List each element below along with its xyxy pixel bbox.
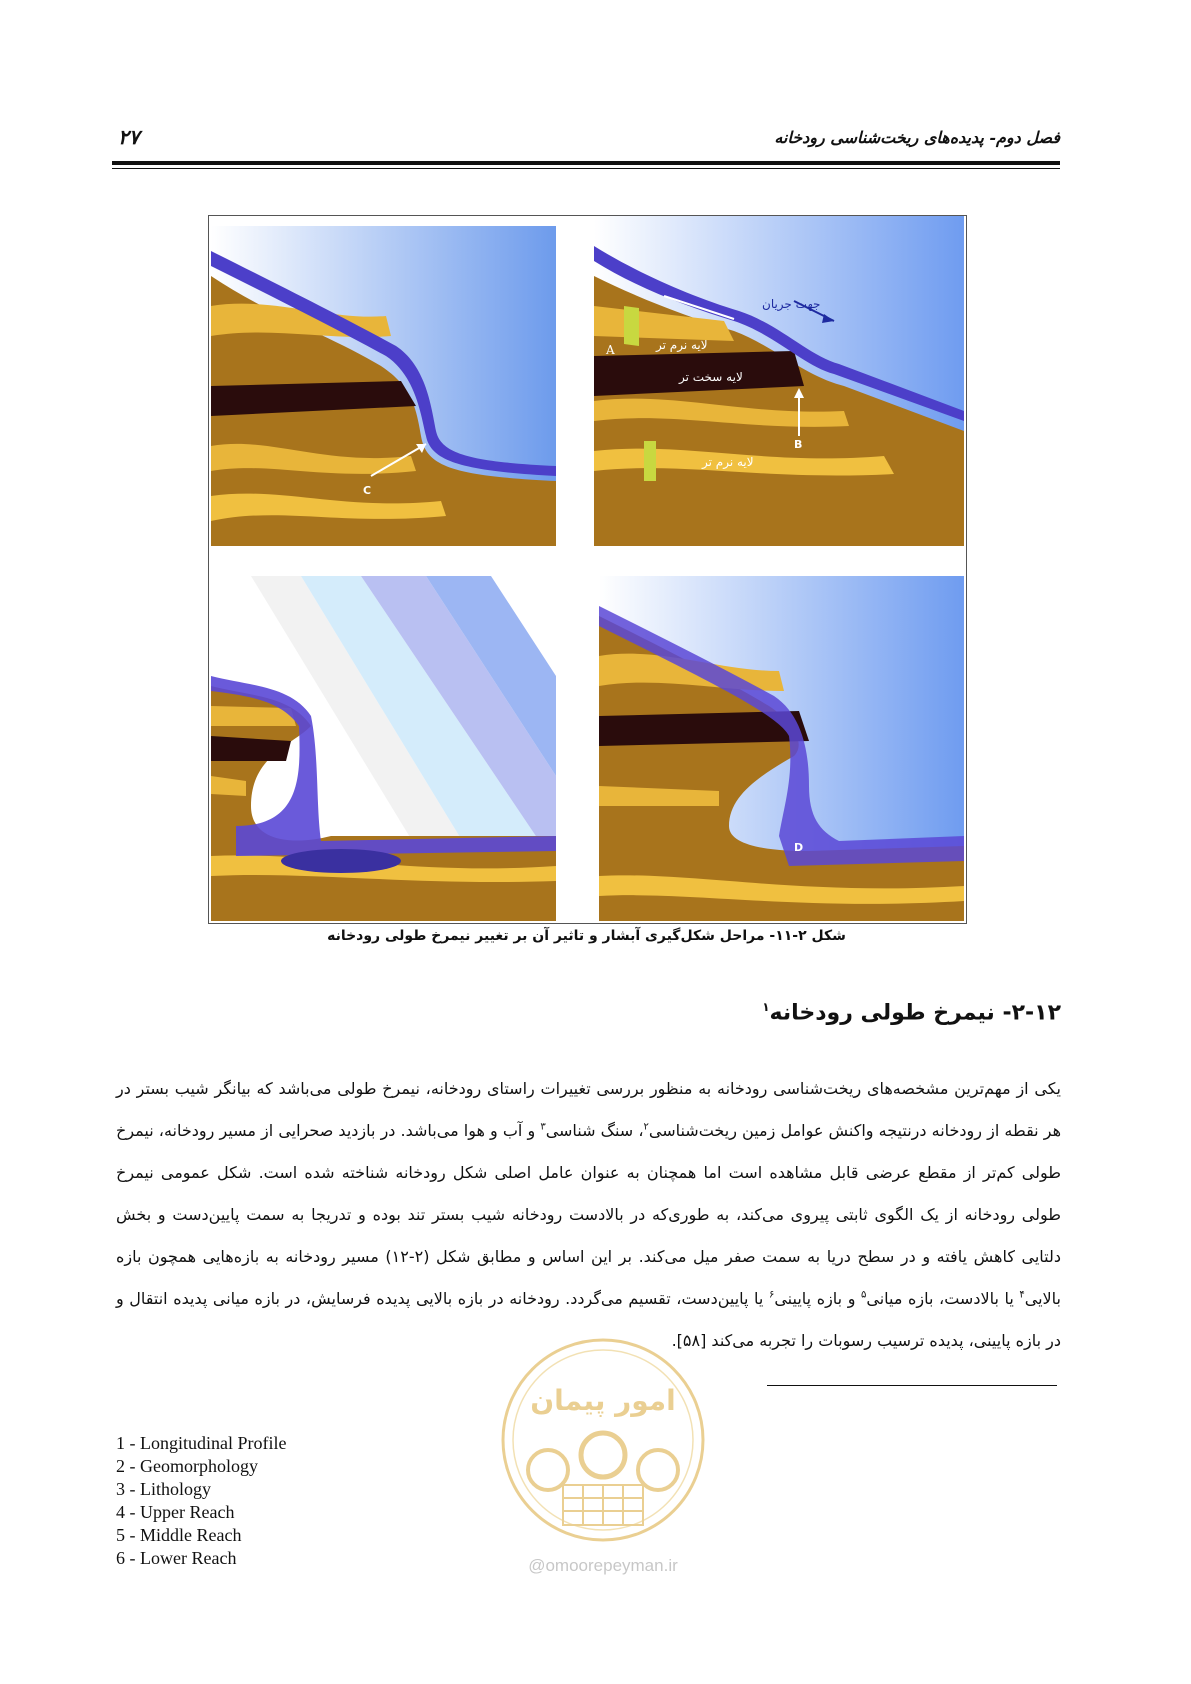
panel-bottom-right	[599, 576, 964, 921]
figure-panels	[209, 216, 966, 923]
svg-text:امور پیمان: امور پیمان	[530, 1384, 676, 1417]
body-paragraph	[116, 1068, 1061, 1362]
watermark-logo-icon	[488, 1335, 718, 1550]
marker-c: C	[363, 484, 372, 497]
marker-d: D	[794, 841, 804, 854]
page-number: ۲۷	[118, 125, 140, 149]
label-hard-layer: لایه سخت تر	[679, 370, 743, 384]
figure-caption: شکل ۲-۱۱- مراحل شکل‌گیری آبشار و تاثیر آن بر تغییر نیمرخ طولی رودخانه	[327, 928, 846, 944]
footnote-ref-3: ۳	[540, 1121, 546, 1133]
footnote-1: 1 - Longitudinal Profile	[116, 1433, 287, 1453]
section-heading	[762, 1000, 1061, 1025]
label-soft-layer: لایه نرم تر	[656, 338, 708, 352]
waterfall-figure	[208, 215, 967, 924]
watermark	[488, 1335, 718, 1585]
body-text-part-3: و آب و هوا می‌باشد. در بازدید صحرایی از مسیر رودخانه، نیمرخ طولی کم‌تر از مقطع عرضی قابل مشاهده است اما همچنان به عنوان عامل اصلی شکل رودخانه شناخته شده است. شکل عمومی نیمرخ طولی رودخانه از یک الگوی ثابتی پیروی می‌کند، به طوری‌که در بالادست رودخانه شیب بستر تند بوده و تدریجا به سمت پایین‌دست و بخش دلتایی کاهش یافته و در سطح دریا به سمت صفر میل می‌کند. بر این اساس و مطابق شکل (۲-۱۲) مسیر رودخانه به بازه‌هایی همچون بازه بالایی	[116, 1121, 1062, 1308]
panel-top-right	[594, 216, 964, 546]
footnote-4: 4 - Upper Reach	[116, 1502, 235, 1522]
body-text-part-6: یا پایین‌دست، تقسیم می‌گردد. رودخانه در بازه بالایی پدیده فرسایش، در بازه میانی پدیده انتقال و در بازه پایینی، پدیده ترسیب رسوبات را تجربه می‌کند [۵۸].	[116, 1289, 1061, 1350]
footnote-ref-2: ۲	[643, 1121, 649, 1133]
running-title: فصل دوم- پدیده‌های ریخت‌شناسی رودخانه	[774, 128, 1060, 147]
panel-top-left	[211, 226, 556, 546]
section-heading-ref: ۱	[762, 1000, 770, 1014]
footnote-6: 6 - Lower Reach	[116, 1548, 237, 1568]
footnote-3: 3 - Lithology	[116, 1479, 211, 1499]
panel-separator-vertical	[556, 216, 594, 923]
panel-bottom-left	[211, 576, 556, 921]
body-text-part-5: و بازه پایینی	[774, 1289, 862, 1308]
marker-a: A	[606, 343, 615, 357]
footnote-5: 5 - Middle Reach	[116, 1525, 242, 1545]
running-head	[112, 125, 1060, 156]
footnote-separator	[767, 1385, 1057, 1386]
label-flow-direction: جهت جریان	[762, 297, 821, 311]
watermark-url: @omoorepeyman.ir	[528, 1556, 678, 1575]
body-text-part-2: ، سنگ شناسی	[545, 1121, 644, 1140]
body-text-part-4: یا بالادست، بازه میانی	[866, 1289, 1020, 1308]
section-heading-text: ۲-۱۲- نیمرخ طولی رودخانه	[769, 1000, 1061, 1026]
header-rule-thin	[112, 168, 1060, 169]
marker-b: B	[794, 438, 803, 451]
footnote-ref-5: ۵	[861, 1289, 867, 1301]
footnote-ref-4: ۴	[1019, 1289, 1025, 1301]
header-rule-thick	[112, 161, 1060, 165]
body-text-part-1: یکی از مهم‌ترین مشخصه‌های ریخت‌شناسی رودخانه به منظور بررسی تغییرات راستای رودخانه، نیمرخ طولی می‌باشد که بیانگر شیب بستر در هر نقطه از رودخانه درنتیجه واکنش عوامل زمین ریخت‌شناسی	[116, 1079, 1061, 1140]
footnote-2: 2 - Geomorphology	[116, 1456, 258, 1476]
footnote-ref-6: ۶	[768, 1289, 775, 1301]
footnotes	[116, 1432, 286, 1570]
label-soft-layer-lower: لایه نرم تر	[702, 455, 754, 469]
